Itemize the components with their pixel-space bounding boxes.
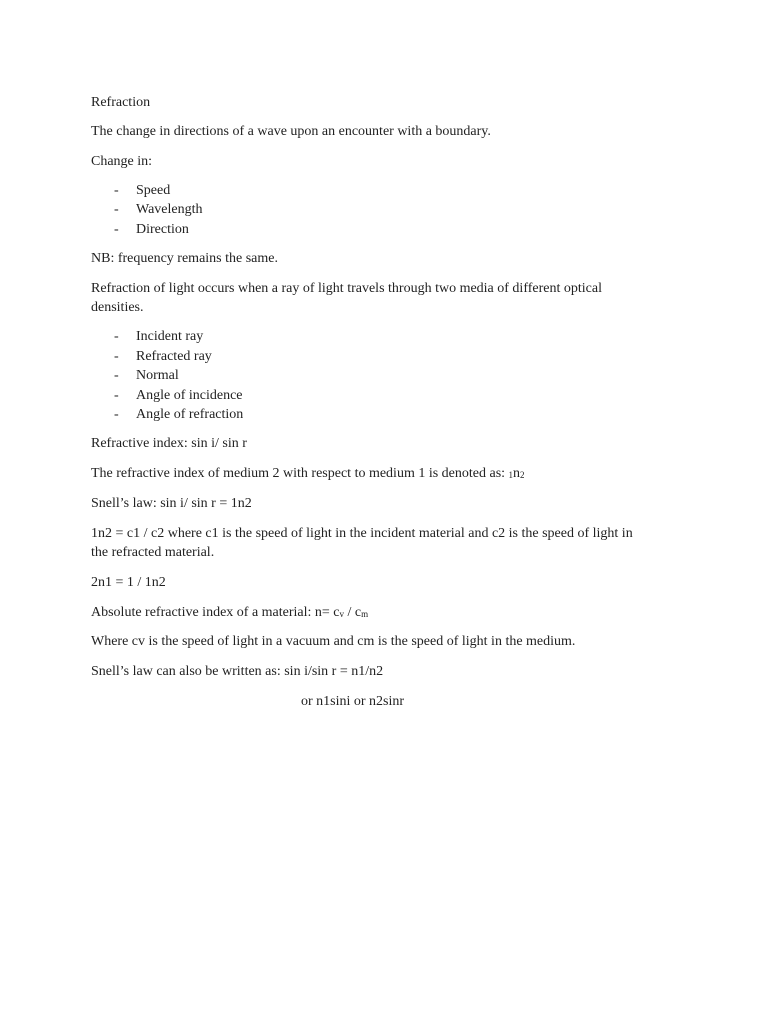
list-item-text: Direction <box>136 222 189 237</box>
bullet-marker: - <box>114 329 119 344</box>
bullet-marker: - <box>114 183 119 198</box>
nb-note: NB: frequency remains the same. <box>91 251 278 266</box>
where-cv-cm-line: Where cv is the speed of light in a vacuum and cm is the speed of light in the medium. <box>91 634 576 649</box>
bullet-marker: - <box>114 202 119 217</box>
bullet-marker: - <box>114 407 119 422</box>
inverse-relation-line: 2n1 = 1 / 1n2 <box>91 575 166 590</box>
speed-ratio-line2: the refracted material. <box>91 545 215 560</box>
absolute-index-sub-v: v <box>339 609 345 619</box>
speed-ratio-line1: 1n2 = c1 / c2 where c1 is the speed of light in the incident material and c2 is the speed of light in <box>91 526 633 541</box>
medium-notation-pre: 1 <box>508 470 514 480</box>
list-item-text: Normal <box>136 368 179 383</box>
list-item-text: Incident ray <box>136 329 204 344</box>
medium-notation-text: The refractive index of medium 2 with respect to medium 1 is denoted as: <box>91 466 509 481</box>
snells-alt2-line: or n1sini or n2sinr <box>301 694 405 709</box>
absolute-index-line <box>91 603 368 624</box>
definition-text: The change in directions of a wave upon an encounter with a boundary. <box>91 124 491 139</box>
medium-notation-n: n <box>513 466 521 481</box>
medium-notation-line <box>91 464 525 485</box>
change-in-label: Change in: <box>91 154 153 169</box>
list-item-text: Angle of incidence <box>136 388 243 403</box>
bullet-marker: - <box>114 349 119 364</box>
absolute-index-slash: / c <box>344 605 362 620</box>
document-title: Refraction <box>91 95 151 110</box>
bullet-marker: - <box>114 222 119 237</box>
list-item-text: Angle of refraction <box>136 407 244 422</box>
list-item-text: Refracted ray <box>136 349 212 364</box>
refraction-light-line2: densities. <box>91 300 144 315</box>
medium-notation-post: 2 <box>520 470 525 480</box>
bullet-marker: - <box>114 368 119 383</box>
snells-alt-line: Snell’s law can also be written as: sin i/sin r = n1/n2 <box>91 664 384 679</box>
bullet-marker: - <box>114 388 119 403</box>
absolute-index-text: Absolute refractive index of a material: n= c <box>91 605 340 620</box>
absolute-index-sub-m: m <box>361 609 369 619</box>
list-item-text: Speed <box>136 183 171 198</box>
refraction-light-line1: Refraction of light occurs when a ray of light travels through two media of different optical <box>91 281 602 296</box>
snells-law-line: Snell’s law: sin i/ sin r = 1n2 <box>91 496 252 511</box>
refractive-index-line: Refractive index: sin i/ sin r <box>91 436 247 451</box>
list-item-text: Wavelength <box>136 202 203 217</box>
